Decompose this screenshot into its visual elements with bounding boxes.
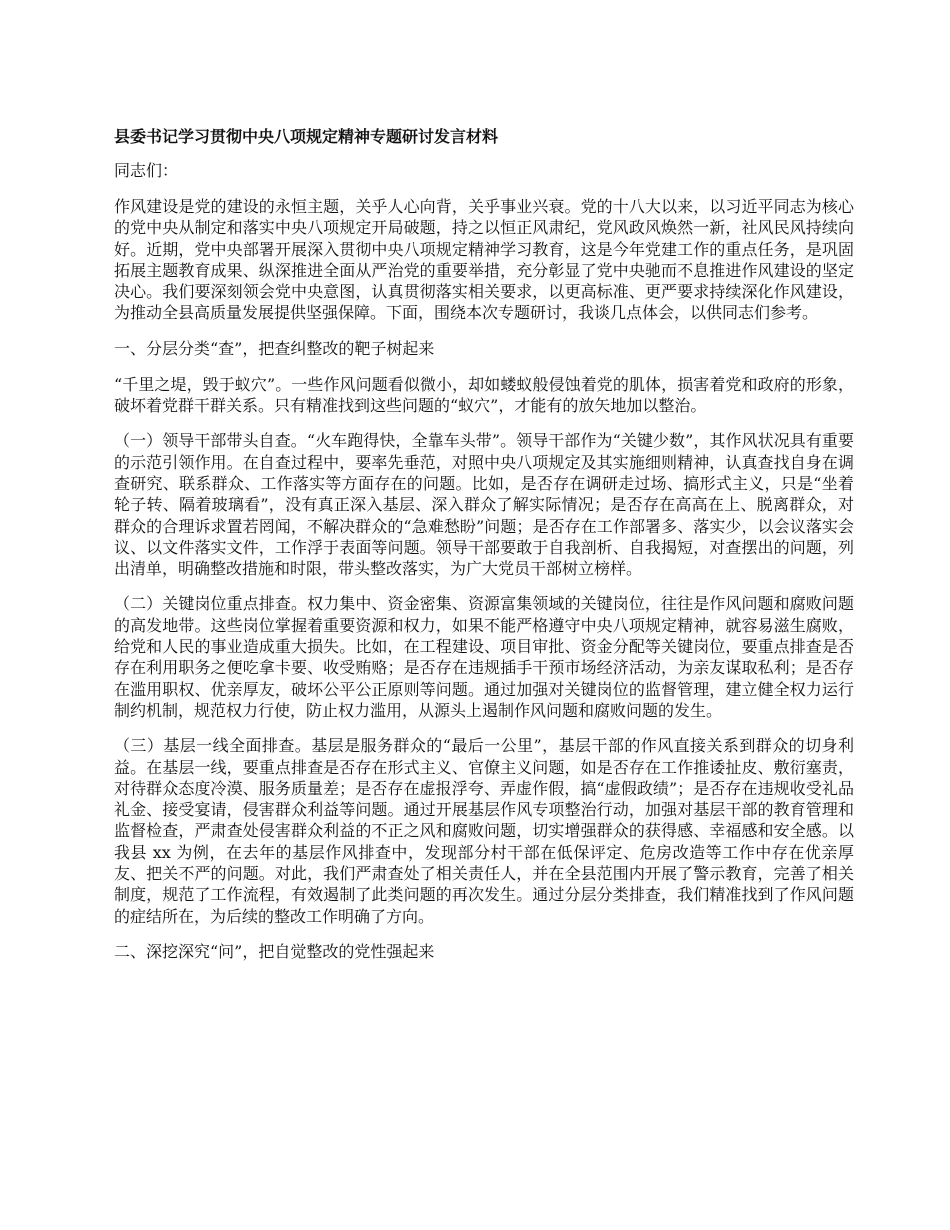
section-1-item-2-paragraph: （二）关键岗位重点排查。权力集中、资金密集、资源富集领域的关键岗位，往往是作风问题和腐败问题的高发地带。这些岗位掌握着重要资源和权力，如果不能严格遵守中央八项规定精神，就容易滋生腐败，给党和人民的事业造成重大损失。比如，在工程建设、项目审批、资金分配等关键岗位，要重点排查是否存在利用职务之便吃拿卡要、收受贿赂；是否存在违规插手干预市场经济活动，为亲友谋取私利；是否存在滥用职权、优亲厚友，破坏公平公正原则等问题。通过加强对关键岗位的监督管理，建立健全权力运行制约机制，规范权力行使，防止权力滥用，从源头上遏制作风问题和腐败问题的发生。	[114, 594, 854, 720]
section-1-heading: 一、分层分类“查”，把查纠整改的靶子树起来	[114, 338, 435, 358]
section-1-intro-paragraph: “千里之堤，毁于蚁穴”。一些作风问题看似微小，却如蝼蚁般侵蚀着党的肌体，损害着党和政府的形象，破坏着党群干群关系。只有精准找到这些问题的“蚁穴”，才能有的放矢地加以整治。	[114, 374, 854, 416]
document-title: 县委书记学习贯彻中央八项规定精神专题研讨发言材料	[114, 127, 499, 146]
section-1-item-3-paragraph: （三）基层一线全面排查。基层是服务群众的“最后一公里”，基层干部的作风直接关系到群众的切身利益。在基层一线，要重点排查是否存在形式主义、官僚主义问题，如是否存在工作推诿扯皮、敷衍塞责，对待群众态度冷漠、服务质量差；是否存在虚报浮夸、弄虚作假，搞“虚假政绩”；是否存在违规收受礼品礼金、接受宴请，侵害群众利益等问题。通过开展基层作风专项整治行动，加强对基层干部的教育管理和监督检查，严肃查处侵害群众利益的不正之风和腐败问题，切实增强群众的获得感、幸福感和安全感。以我县 xx 为例，在去年的基层作风排查中，发现部分村干部在低保评定、危房改造等工作中存在优亲厚友、把关不严的问题。对此，我们严肃查处了相关责任人，并在全县范围内开展了警示教育，完善了相关制度，规范了工作流程，有效遏制了此类问题的再次发生。通过分层分类排查，我们精准找到了作风问题的症结所在，为后续的整改工作明确了方向。	[114, 736, 854, 926]
salutation: 同志们：	[114, 161, 179, 180]
section-2-heading: 二、深挖深究“问”，把自觉整改的党性强起来	[114, 941, 435, 961]
section-1-item-1-paragraph: （一）领导干部带头自查。“火车跑得快，全靠车头带”。领导干部作为“关键少数”，其作风状况具有重要的示范引领作用。在自查过程中，要率先垂范，对照中央八项规定及其实施细则精神，认真查找自身在调查研究、联系群众、工作落实等方面存在的问题。比如，是否存在调研走过场、搞形式主义，只是“坐着轮子转、隔着玻璃看”，没有真正深入基层、深入群众了解实际情况；是否存在高高在上、脱离群众，对群众的合理诉求置若罔闻，不解决群众的“急难愁盼”问题；是否存在工作部署多、落实少，以会议落实会议、以文件落实文件，工作浮于表面等问题。领导干部要敢于自我剖析、自我揭短，对查摆出的问题，列出清单，明确整改措施和时限，带头整改落实，为广大党员干部树立榜样。	[114, 431, 854, 579]
document-page	[114, 126, 854, 977]
intro-paragraph: 作风建设是党的建设的永恒主题，关乎人心向背，关乎事业兴衰。党的十八大以来，以习近平同志为核心的党中央从制定和落实中央八项规定开局破题，持之以恒正风肃纪，党风政风焕然一新，社风民风持续向好。近期，党中央部署开展深入贯彻中央八项规定精神学习教育，这是今年党建工作的重点任务，是巩固拓展主题教育成果、纵深推进全面从严治党的重要举措，充分彰显了党中央驰而不息推进作风建设的坚定决心。我们要深刻领会党中央意图，认真贯彻落实相关要求，以更高标准、更严要求持续深化作风建设，为推动全县高质量发展提供坚强保障。下面，围绕本次专题研讨，我谈几点体会，以供同志们参考。	[114, 197, 854, 323]
